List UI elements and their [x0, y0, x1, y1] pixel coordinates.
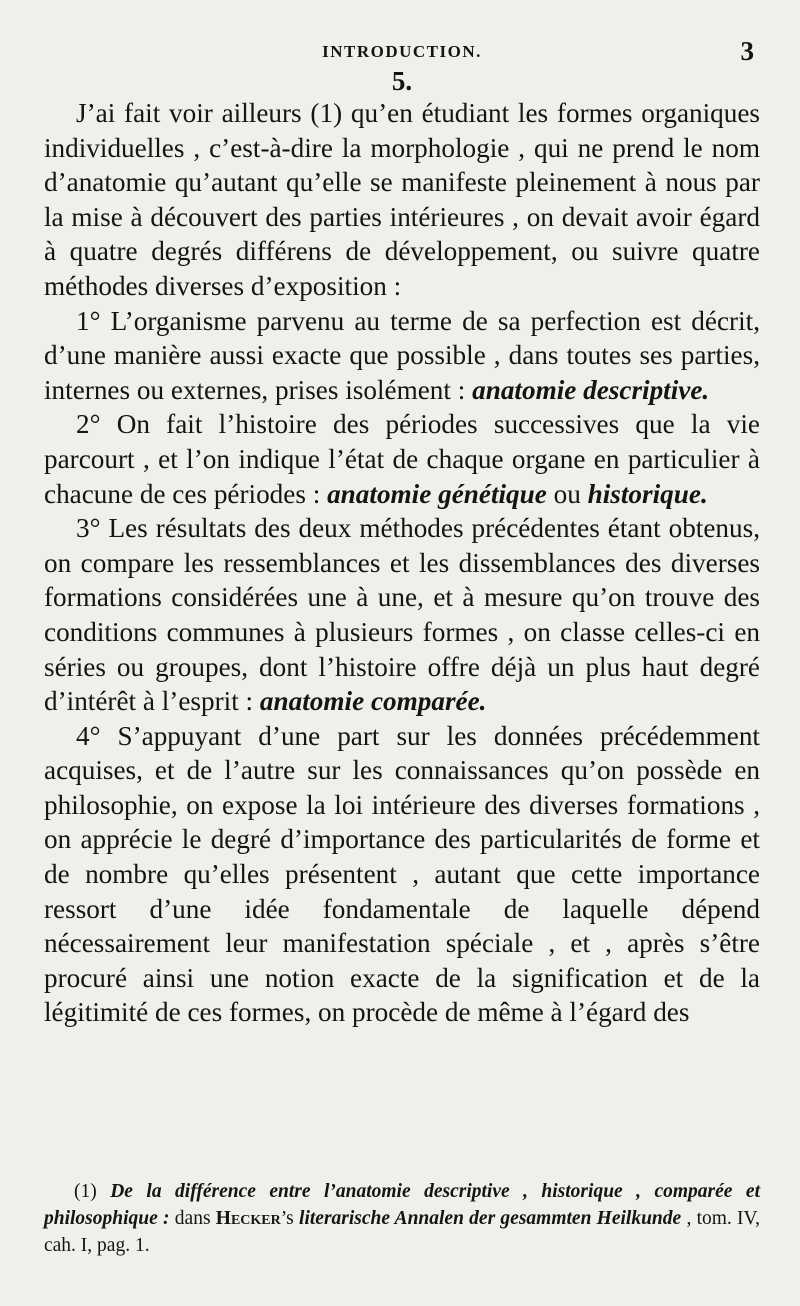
page-number: 3 — [740, 36, 754, 66]
paragraph-text: 1° L’organisme parvenu au terme de sa perfection est décrit, d’une manière aussi exacte que possible , dans toutes ses parties, internes ou externes, prises isolément : — [44, 305, 760, 405]
paragraph-method-1 — [44, 304, 760, 408]
footnote-marker: (1) — [74, 1181, 111, 1202]
body-text — [44, 96, 760, 1030]
term-anatomie-descriptive: anatomie descriptive. — [472, 374, 710, 405]
running-title: INTRODUCTION. — [322, 42, 482, 61]
term-anatomie-comparee: anatomie comparée. — [259, 686, 487, 717]
footnote-journal: literarische Annalen der gesammten Heilkunde — [299, 1208, 682, 1229]
footnote-author: Hecker — [215, 1208, 281, 1229]
footnote-1 — [44, 1178, 760, 1259]
paragraph-text: 2° On fait l’histoire des périodes successives que la vie parcourt , et l’on indique l’état de chaque organe en particulier à chacune de ces périodes : — [44, 409, 760, 509]
footnote-text: dans — [169, 1208, 216, 1229]
paragraph-intro — [44, 96, 760, 304]
section-number: 5. — [391, 66, 413, 96]
running-head — [44, 30, 760, 66]
paragraph-method-3 — [44, 511, 760, 719]
footnote-reference: , tom. IV, cah. I, pag. 1. — [44, 1208, 760, 1256]
paragraph-text: 3° Les résultats des deux méthodes précédentes étant obtenus, on compare les ressemblances et les dissemblances des diverses formations considérées une à une, et à mesure qu’on trouve des conditions communes à plusieurs formes , on classe celles-ci en séries ou groupes, dont l’histoire offre déjà un plus haut degré d’intérêt à l’esprit : — [44, 513, 760, 717]
term-historique: historique. — [587, 478, 708, 509]
paragraph-text: 4° S’appuyant d’une part sur les données précédemment acquises, et de l’autre sur les connaissances qu’on possède en philosophie, on expose la loi intérieure des diverses formations , on apprécie le degré d’importance des particularités de forme et de nombre qu’elles présentent , autant que cette importance ressort d’une idée fondamentale de laquelle dépend nécessairement leur manifestation spéciale , et , après s’être procuré ainsi une notion exacte de la signification et de la légitimité de ces formes, on procède de même à l’égard des — [44, 720, 760, 1028]
footnote — [44, 1178, 760, 1259]
footnote-possessive: ’s — [280, 1208, 300, 1229]
paragraph-text: J’ai fait voir ailleurs (1) qu’en étudiant les formes organiques individuelles , c’est-à-dire la morphologie , qui ne prend le nom d’anatomie qu’autant qu’elle se manifeste pleinement à nous par la mise à découvert des parties intérieures , on devait avoir égard à quatre degrés différens de développement, ou suivre quatre méthodes diverses d’exposition : — [44, 98, 760, 301]
paragraph-connector: ou — [546, 478, 588, 509]
footnote-title: De la différence entre l’anatomie descriptive , historique , comparée et philosophique : — [44, 1181, 760, 1229]
paragraph-method-4 — [44, 719, 760, 1030]
paragraph-method-2 — [44, 407, 760, 511]
term-anatomie-genetique: anatomie génétique — [327, 478, 547, 509]
